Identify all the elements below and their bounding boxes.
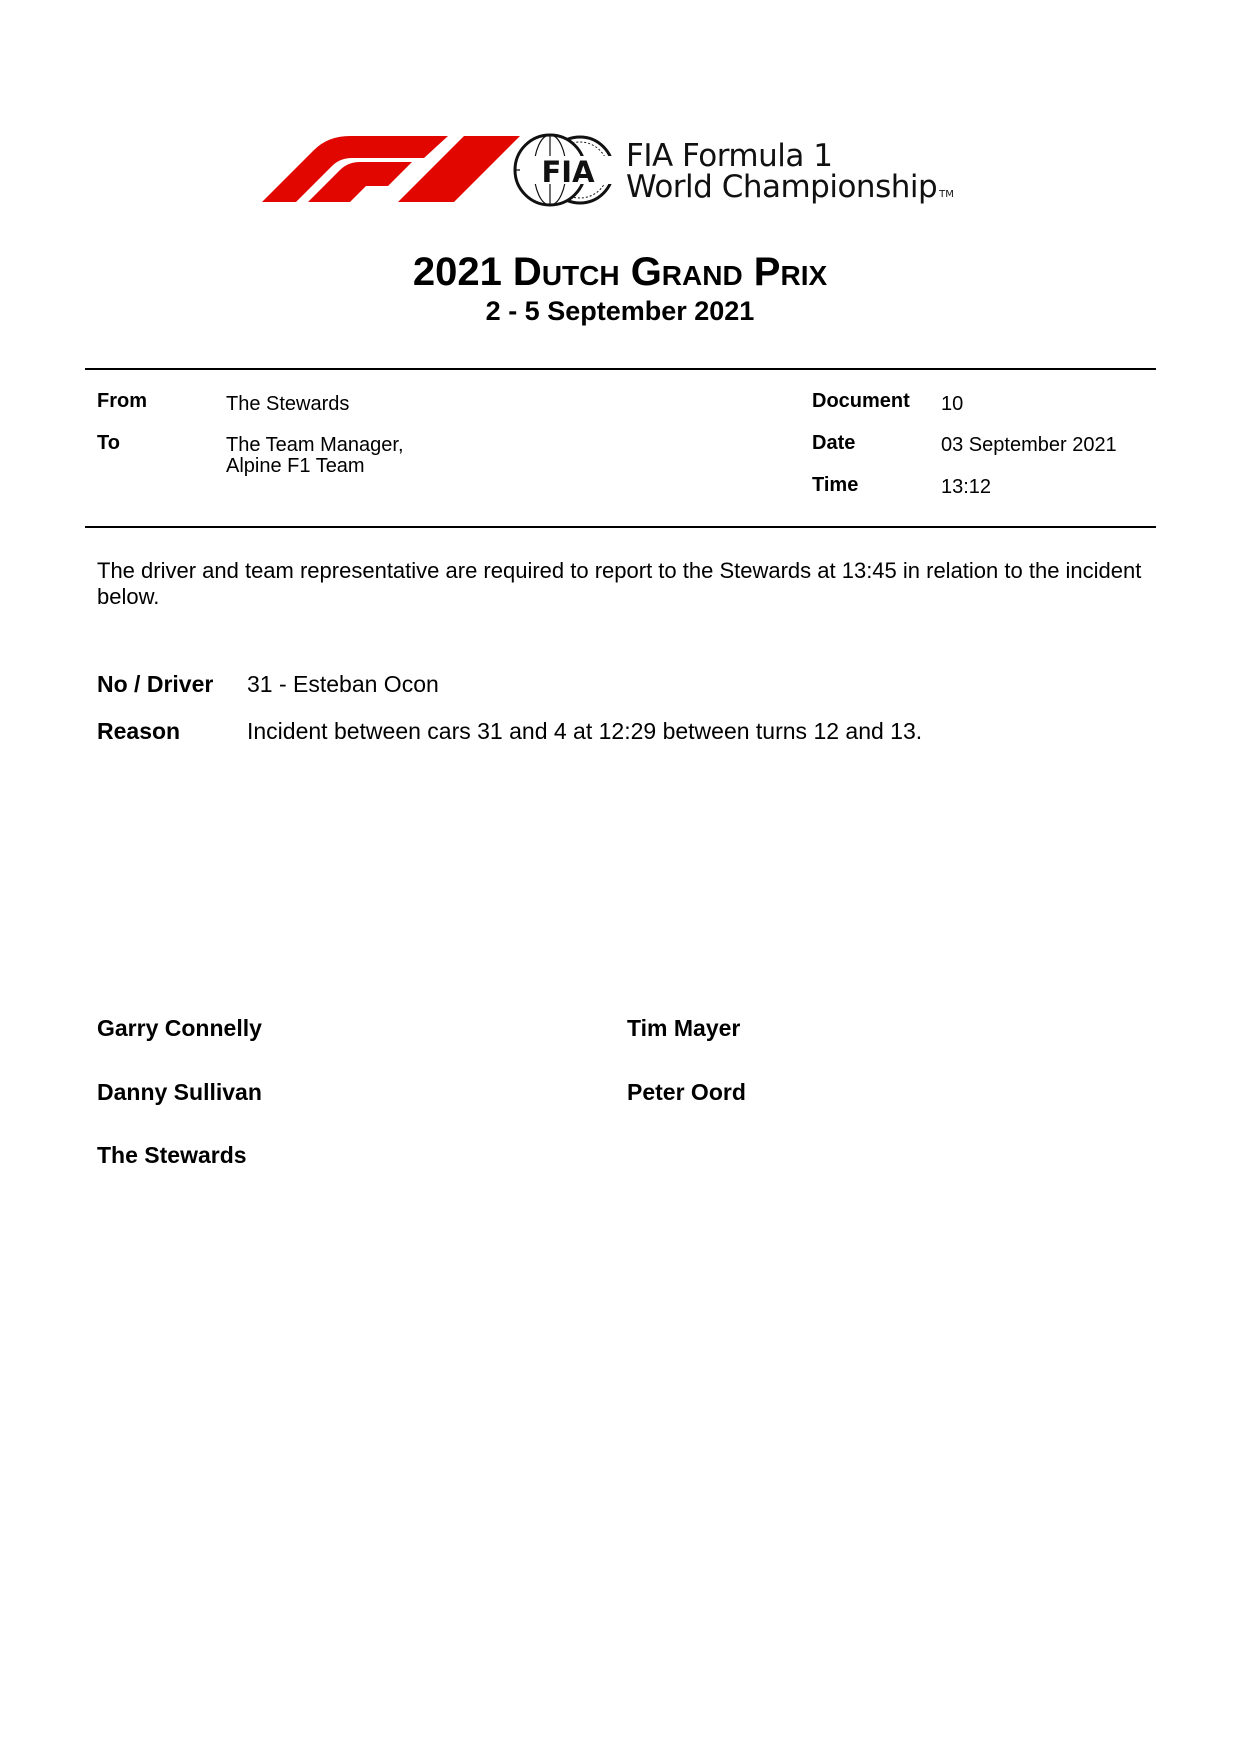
fia-emblem-text: FIA <box>541 155 595 189</box>
driver-value: 31 - Esteban Ocon <box>247 671 439 697</box>
document-value: 10 <box>941 393 964 415</box>
driver-label: No / Driver <box>97 671 214 697</box>
to-value-line-2: Alpine F1 Team <box>226 455 365 477</box>
from-value: The Stewards <box>226 393 350 415</box>
date-value: 03 September 2021 <box>941 434 1117 456</box>
to-value-line-1: The Team Manager, <box>226 434 404 456</box>
event-dates: 2 - 5 September 2021 <box>485 296 755 326</box>
steward-name: Garry Connelly <box>97 1015 262 1041</box>
document-label: Document <box>812 390 910 412</box>
steward-name: Danny Sullivan <box>97 1079 262 1105</box>
fia-emblem-icon <box>512 132 622 208</box>
to-label: To <box>97 432 120 454</box>
time-value: 13:12 <box>941 476 992 498</box>
brand-line-2 <box>626 169 954 205</box>
reason-label: Reason <box>97 718 181 744</box>
date-label: Date <box>812 432 856 454</box>
from-label: From <box>97 390 147 412</box>
header-logo <box>262 132 1012 212</box>
stewards-signoff: The Stewards <box>97 1142 247 1168</box>
steward-name: Peter Oord <box>627 1079 746 1105</box>
header-divider-bottom <box>85 526 1156 528</box>
event-title: 2021 Dutch Grand Prix <box>412 250 828 294</box>
time-label: Time <box>812 474 859 496</box>
steward-name: Tim Mayer <box>627 1015 741 1041</box>
header-divider-top <box>85 368 1156 370</box>
f1-logo-icon <box>262 136 520 202</box>
summons-text: The driver and team representative are required to report to the Stewards at 13:45 in relation to the incident below. <box>97 558 1142 609</box>
reason-value: Incident between cars 31 and 4 at 12:29 between turns 12 and 13. <box>247 718 923 744</box>
brand-trademark: TM <box>939 189 954 200</box>
brand-line-1: FIA Formula 1 <box>626 138 833 174</box>
brand-line-2-text: World Championship <box>626 169 938 205</box>
